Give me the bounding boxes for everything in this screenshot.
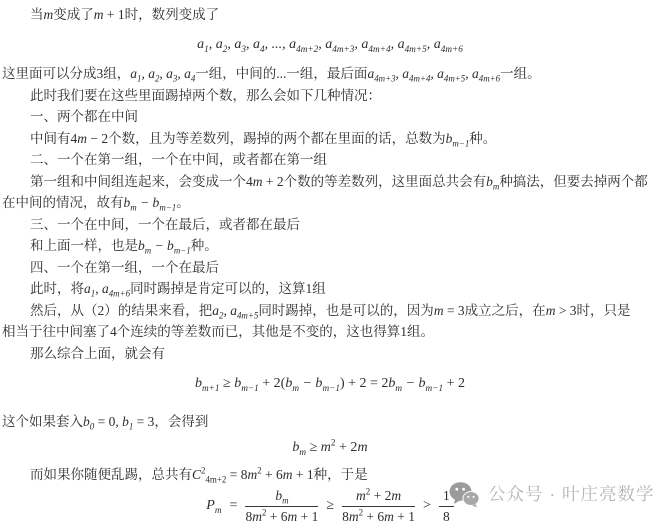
paragraph-line: 和上面一样，也是$b_m - b_{m-1}$种。	[30, 238, 218, 256]
paragraph-line: 相当于往中间塞了4个连续的等差数而已，其他是不变的，这也得算1组。	[2, 324, 434, 339]
paragraph-line: 此时，将$a_1$, $a_{4m+6}$同时踢掉是肯定可以的，这算1组	[30, 281, 326, 299]
case-heading-4: 四、一个在第一组，一个在最后	[30, 259, 219, 275]
paragraph-line: 在中间的情况，故有$b_m - b_{m-1}$。	[2, 195, 190, 213]
fraction-right	[439, 488, 454, 524]
geq-sign: ≥	[326, 497, 335, 513]
final-probability-formula	[2, 488, 658, 524]
paragraph-line: 而如果你随便乱踢，总共有$C^2_{4m+2} = 8m^2 + 6m + 1$种，于是	[30, 465, 368, 485]
paragraph-line: 当m变成了m + 1时，数列变成了	[30, 7, 220, 22]
display-formula-bound: $b_m \ge m^2 + 2m$	[292, 437, 368, 457]
fraction-numerator: $m^2 + 2m$	[342, 488, 415, 507]
equals-sign: =	[229, 497, 238, 513]
greater-than-sign: >	[423, 497, 431, 513]
display-formula-recurrence: $b_{m+1} \ge b_{m-1} + 2(b_m - b_{m-1}) + 2 = 2b_m - b_{m-1} + 2$	[195, 376, 465, 393]
paragraph-line: 中间有4m − 2个数，且为等差数列，踢掉的两个都在里面的话，总数为$b_{m-1}$种。	[30, 130, 497, 149]
fraction-numerator: $b_m$	[245, 488, 318, 507]
paragraph-line: 那么综合上面，就会有	[30, 345, 165, 361]
fraction-numerator: 1	[439, 488, 454, 507]
case-heading-3: 三、一个在中间，一个在最后，或者都在最后	[30, 216, 300, 232]
paragraph-line: 这个如果套入$b_0 = 0$, $b_1 = 3$，会得到	[2, 413, 209, 432]
pm-term: $P_m$	[206, 497, 222, 515]
equation-row	[206, 488, 453, 524]
fraction-middle	[342, 488, 415, 524]
fraction-denominator: 8	[442, 508, 450, 524]
watermark-text: 公众号 · 叶庄亮数学	[488, 483, 655, 504]
paragraph-line: 这里面可以分成3组，$a_1$, $a_2$, $a_3$, $a_4$一组，中间的...一组，最后面$a_{4m+3}$, $a_{4m+4}$, $a_{4m+5}$, $a_{4m+6}$一组。	[2, 66, 541, 84]
fraction-denominator: $8m^2 + 6m + 1$	[245, 507, 319, 524]
display-formula-sequence: $a_1$, $a_2$, $a_3$, $a_4$, ..., $a_{4m+2}$, $a_{4m+3}$, $a_{4m+4}$, $a_{4m+5}$, $a_{4m+6}$	[197, 36, 463, 54]
fraction-denominator: $8m^2 + 6m + 1$	[342, 507, 416, 524]
fraction-left	[245, 488, 318, 524]
case-heading-1: 一、两个都在中间	[30, 109, 138, 124]
case-heading-2: 二、一个在第一组，一个在中间，或者都在第一组	[30, 152, 327, 167]
paragraph-line: 第一组和中间组连起来，会变成一个4m + 2个数的等差数列，这里面总共会有$b_m$种搞法，但要去掉两个都	[30, 173, 648, 192]
paragraph-line: 此时我们要在这些里面踢掉两个数，那么会如下几种情况：	[30, 87, 381, 103]
paragraph-line: 然后，从（2）的结果来看，把$a_2$, $a_{4m+5}$同时踢掉，也是可以的，因为m = 3成立之后，在m > 3时，只是	[30, 302, 631, 321]
